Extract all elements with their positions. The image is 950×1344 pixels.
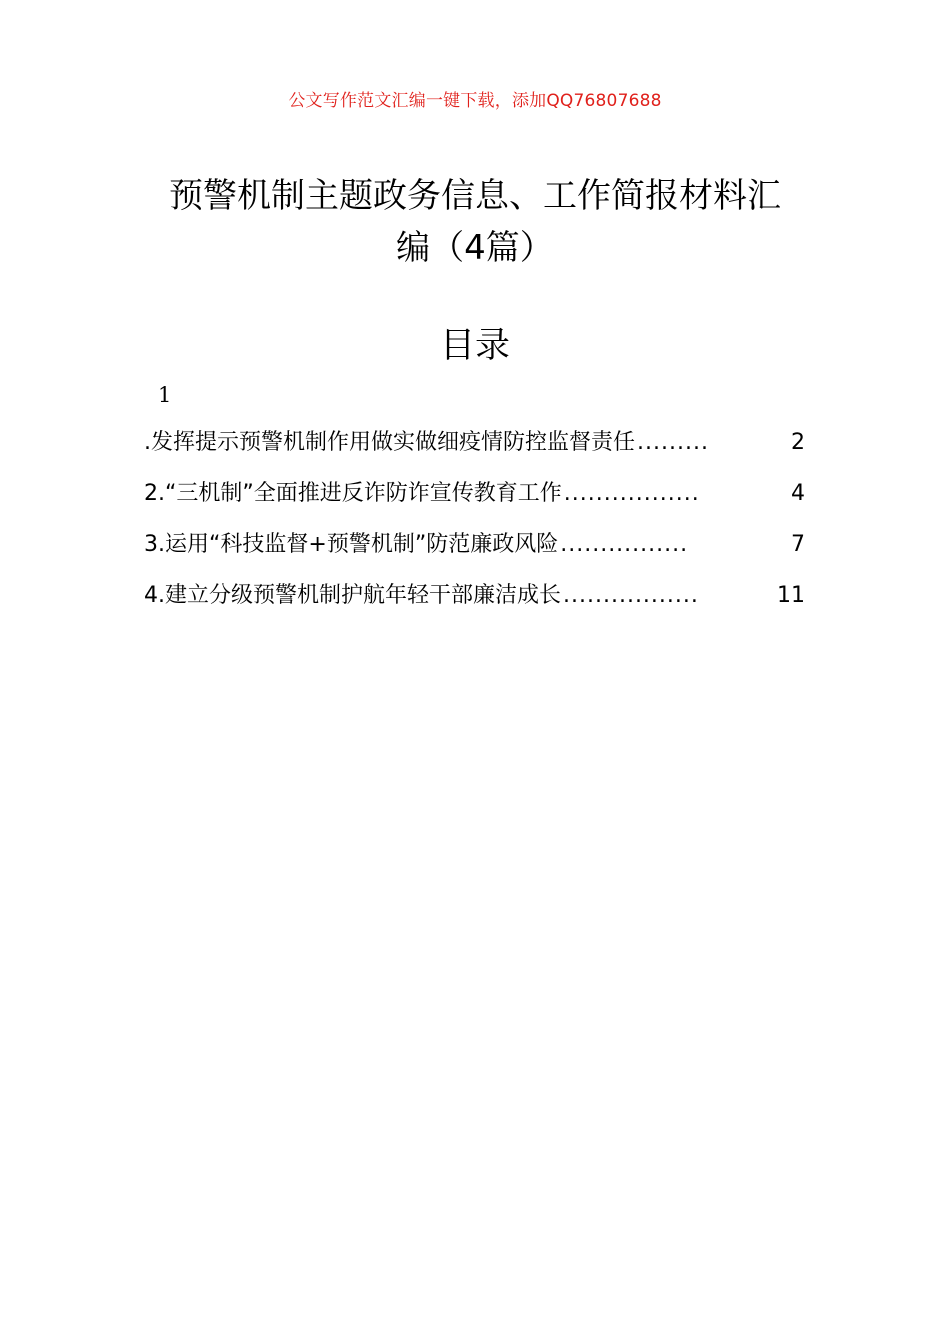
document-title-line-2: 编（4篇） bbox=[396, 228, 554, 268]
toc-leader-dots: ................ bbox=[560, 532, 689, 557]
toc-page-number: 4 bbox=[791, 481, 805, 506]
toc-entry-text: .发挥提示预警机制作用做实做细疫情防控监督责任 bbox=[144, 430, 635, 455]
toc-page-number: 11 bbox=[777, 583, 805, 608]
toc-leader-dots: ................. bbox=[563, 583, 699, 608]
toc-entry-text: 4.建立分级预警机制护航年轻干部廉洁成长 bbox=[144, 583, 561, 608]
toc-entry-3[interactable] bbox=[144, 525, 805, 576]
promo-banner: 公文写作范文汇编一键下载，添加QQ76807688 bbox=[288, 91, 662, 111]
toc-leader-dots: ................. bbox=[563, 481, 700, 506]
toc-list bbox=[144, 423, 805, 627]
toc-page-number: 2 bbox=[791, 430, 805, 455]
toc-heading: 目录 bbox=[439, 326, 510, 366]
toc-entry-text: 2.“三机制”全面推进反诈防诈宣传教育工作 bbox=[144, 481, 562, 506]
toc-entry-2[interactable] bbox=[144, 474, 805, 525]
document-title bbox=[150, 170, 800, 274]
document-title-line-1: 预警机制主题政务信息、工作简报材料汇 bbox=[169, 176, 781, 216]
toc-entry-1[interactable] bbox=[144, 423, 805, 474]
toc-leader-dots: ......... bbox=[637, 430, 709, 455]
toc-first-number: 1 bbox=[158, 383, 172, 407]
toc-entry-4[interactable] bbox=[144, 576, 805, 627]
toc-entry-text: 3.运用“科技监督+预警机制”防范廉政风险 bbox=[144, 532, 559, 557]
toc-page-number: 7 bbox=[791, 532, 805, 557]
